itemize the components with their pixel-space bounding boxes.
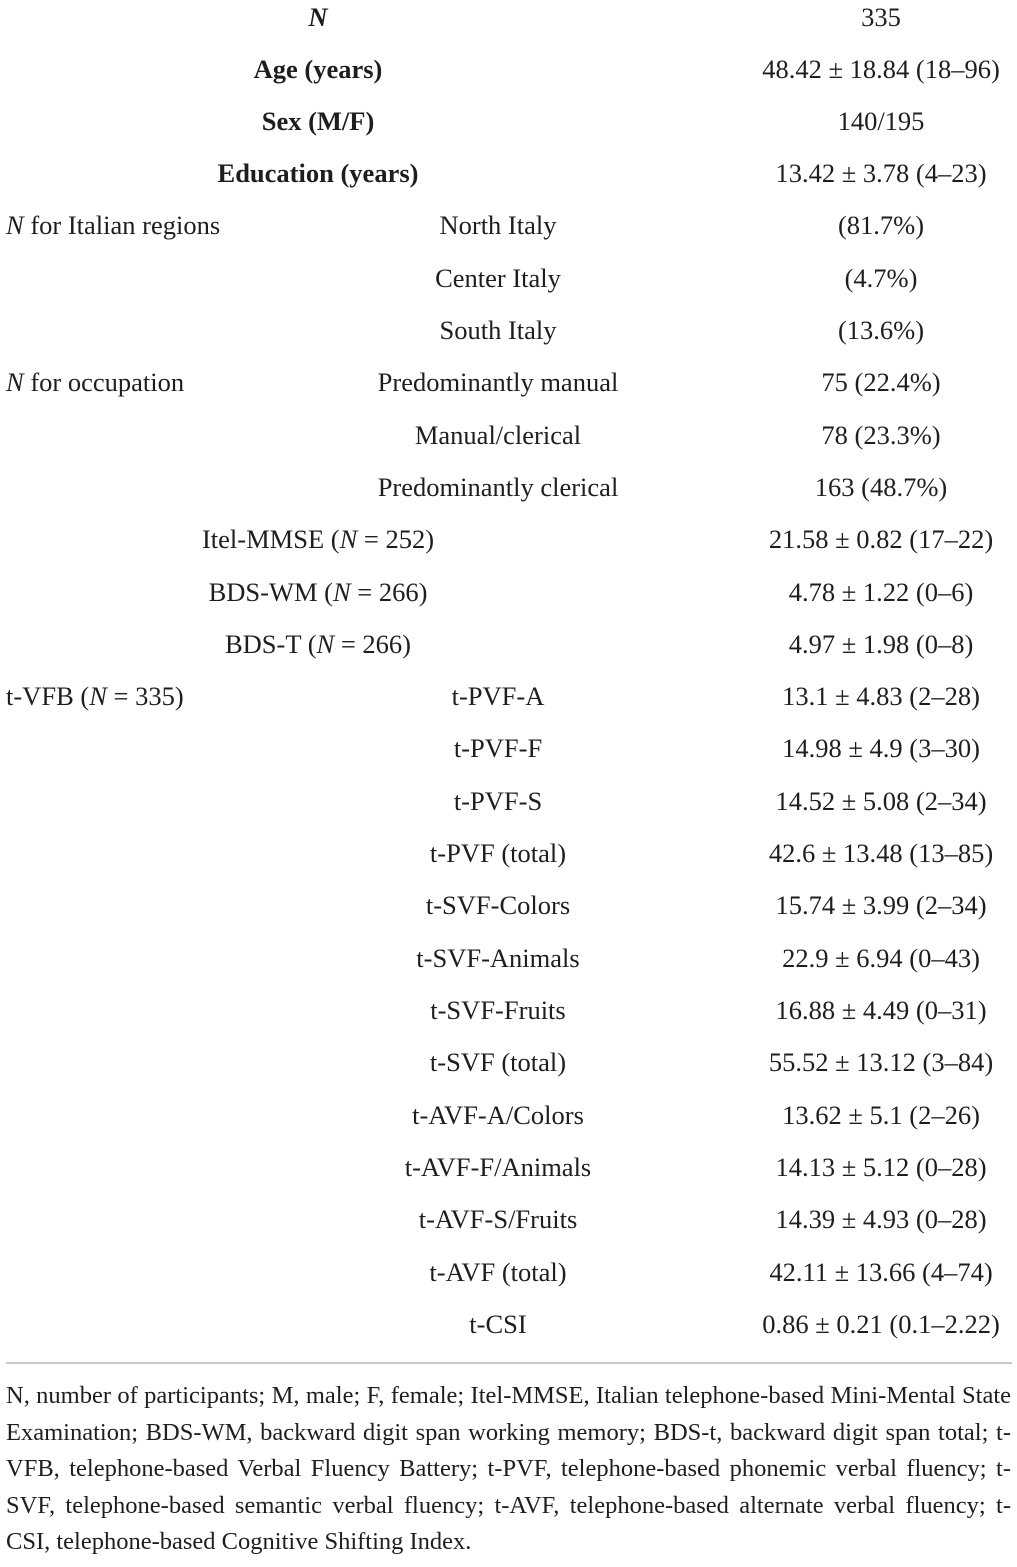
group-label: [6, 681, 184, 711]
sub-label: t-CSI: [469, 1309, 527, 1339]
table-row-t-pvf-f: [0, 733, 1017, 785]
row-value: 42.11 ± 13.66 (4–74): [769, 1257, 993, 1287]
row-label: [0, 577, 636, 607]
table-row-t-avf-total: [0, 1257, 1017, 1309]
sub-label: t-AVF-A/Colors: [412, 1100, 584, 1130]
group-text: for occupation: [23, 367, 185, 397]
sub-label: Manual/clerical: [414, 420, 582, 450]
sub-label: Predominantly clerical: [377, 472, 619, 502]
row-label: [0, 2, 636, 32]
table-row-t-svf-colors: [0, 890, 1017, 942]
sub-label: South Italy: [439, 315, 557, 345]
sub-label: t-AVF (total): [429, 1257, 567, 1287]
row-value: 163 (48.7%): [814, 472, 948, 502]
group-prefix: N: [6, 210, 24, 240]
sub-label: t-SVF (total): [429, 1047, 567, 1077]
table-row-occupation-clerical: [0, 472, 1017, 524]
row-value: 55.52 ± 13.12 (3–84): [768, 1047, 994, 1077]
row-label: [0, 629, 636, 659]
row-value: 48.42 ± 18.84 (18–96): [762, 54, 1000, 84]
table-row-bds-wm: [0, 577, 1017, 629]
sub-label: t-AVF-S/Fruits: [418, 1204, 578, 1234]
group-text: for Italian regions: [23, 210, 221, 240]
label-b: = 266): [334, 629, 411, 659]
row-value: (4.7%): [844, 263, 918, 293]
row-value: 14.39 ± 4.93 (0–28): [775, 1204, 987, 1234]
row-value: (81.7%): [837, 210, 925, 240]
table-row-itel-mmse: [0, 524, 1017, 576]
label-prefix: N: [308, 2, 328, 32]
row-value: 14.52 ± 5.08 (2–34): [775, 786, 987, 816]
table-row-t-avf-f-animals: [0, 1152, 1017, 1204]
table-row-t-pvf-a: [0, 681, 1017, 733]
row-label: Age (years): [253, 54, 383, 84]
table-row-education: [0, 158, 1017, 210]
sub-label: North Italy: [439, 210, 557, 240]
label-n: N: [316, 629, 335, 659]
label-a: Itel-MMSE (: [201, 524, 340, 554]
label-a: BDS-WM (: [208, 577, 333, 607]
row-value: 0.86 ± 0.21 (0.1–2.22): [762, 1309, 1000, 1339]
group-n: N: [89, 681, 107, 711]
label-n: N: [339, 524, 358, 554]
group-label: [6, 210, 220, 240]
sub-label: t-SVF-Colors: [425, 890, 571, 920]
row-value: 4.97 ± 1.98 (0–8): [788, 629, 974, 659]
label-n: N: [332, 577, 351, 607]
row-value: 13.62 ± 5.1 (2–26): [782, 1100, 980, 1130]
row-value: 4.78 ± 1.22 (0–6): [788, 577, 974, 607]
row-value: 15.74 ± 3.99 (2–34): [775, 890, 987, 920]
table-row-n: [0, 2, 1017, 54]
table-row-region-north: [0, 210, 1017, 262]
label-b: = 266): [350, 577, 428, 607]
table-row-t-svf-fruits: [0, 995, 1017, 1047]
row-value: 14.13 ± 5.12 (0–28): [775, 1152, 987, 1182]
row-value: 75 (22.4%): [821, 367, 941, 397]
row-label: [0, 524, 636, 554]
row-label: Education (years): [217, 158, 419, 188]
row-value: 21.58 ± 0.82 (17–22): [768, 524, 994, 554]
table-row-occupation-manual: [0, 367, 1017, 419]
table-row-t-svf-animals: [0, 943, 1017, 995]
row-value: 78 (23.3%): [821, 420, 941, 450]
row-label: Sex (M/F): [261, 106, 375, 136]
row-value: 335: [861, 2, 901, 32]
table-row-t-avf-s-fruits: [0, 1204, 1017, 1256]
table-row-t-pvf-total: [0, 838, 1017, 890]
sub-label: Predominantly manual: [377, 367, 619, 397]
table-row-t-csi: [0, 1309, 1017, 1361]
table-row-t-pvf-s: [0, 786, 1017, 838]
row-value: 13.42 ± 3.78 (4–23): [775, 158, 987, 188]
sub-label: t-SVF-Fruits: [430, 995, 566, 1025]
row-value: 140/195: [837, 106, 925, 136]
row-value: 42.6 ± 13.48 (13–85): [768, 838, 994, 868]
row-value: 16.88 ± 4.49 (0–31): [775, 995, 987, 1025]
row-value: (13.6%): [837, 315, 925, 345]
group-a: t-VFB (: [6, 681, 90, 711]
sub-label: t-PVF (total): [429, 838, 567, 868]
sub-label: t-PVF-F: [453, 733, 543, 763]
row-value: 22.9 ± 6.94 (0–43): [782, 943, 980, 973]
label-b: = 252): [357, 524, 435, 554]
group-b: = 335): [106, 681, 184, 711]
row-value: 13.1 ± 4.83 (2–28): [782, 681, 980, 711]
label-a: BDS-T (: [224, 629, 317, 659]
table-row-t-svf-total: [0, 1047, 1017, 1099]
table-row-region-center: [0, 263, 1017, 315]
table-row-bds-t: [0, 629, 1017, 681]
group-label: [6, 367, 184, 397]
footnote-divider: [6, 1362, 1012, 1364]
row-value: 14.98 ± 4.9 (3–30): [782, 733, 980, 763]
sub-label: t-PVF-A: [451, 681, 545, 711]
sub-label: t-SVF-Animals: [416, 943, 580, 973]
table-row-region-south: [0, 315, 1017, 367]
table-row-age: [0, 54, 1017, 106]
sub-label: Center Italy: [435, 263, 561, 293]
sub-label: t-PVF-S: [453, 786, 543, 816]
group-prefix: N: [6, 367, 24, 397]
table-footnote: N, number of participants; M, male; F, female; Itel-MMSE, Italian telephone-based Mini-Mental State Examination; BDS-WM, backward digit span working memory; BDS-t, backward digit span total; t-VFB, telephone-based Verbal Fluency Battery; t-PVF, telephone-based phonemic verbal fluency; t-SVF, telephone-based semantic verbal fluency; t-AVF, telephone-based alternate verbal fluency; t-CSI, telephone-based Cognitive Shifting Index.: [6, 1382, 1011, 1555]
table-row-occupation-mixed: [0, 420, 1017, 472]
table-row-t-avf-a-colors: [0, 1100, 1017, 1152]
table-row-sex: [0, 106, 1017, 158]
sub-label: t-AVF-F/Animals: [404, 1152, 592, 1182]
